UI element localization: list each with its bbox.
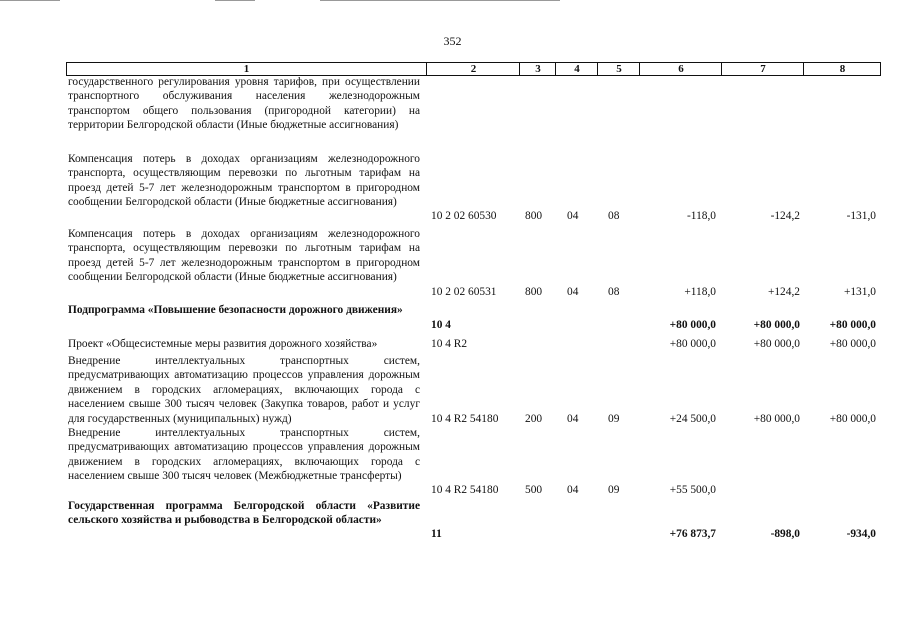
row-col7: +124,2 <box>767 286 800 298</box>
row-col4: 04 <box>567 484 579 496</box>
row-col6: +118,0 <box>684 286 716 298</box>
header-col-4: 4 <box>555 63 598 75</box>
row-col8: -131,0 <box>846 210 876 222</box>
row-col3: 800 <box>525 210 543 222</box>
row-description: Государственная программа Белгородской области «Развитие сельского хозяйства и рыбоводства в Белгородской области» <box>68 500 420 527</box>
row-col7: +80 000,0 <box>753 319 800 331</box>
row-col6: +80 000,0 <box>669 338 716 350</box>
header-col-3: 3 <box>519 63 556 75</box>
row-col4: 04 <box>567 210 579 222</box>
header-col-6: 6 <box>639 63 722 75</box>
scan-rule <box>215 0 255 1</box>
row-col5: 08 <box>608 210 620 222</box>
row-col8: -934,0 <box>846 528 876 540</box>
row-col8: +80 000,0 <box>829 413 876 425</box>
row-code: 10 2 02 60530 <box>431 210 497 222</box>
header-col-7: 7 <box>721 63 804 75</box>
row-code: 10 2 02 60531 <box>431 286 497 298</box>
row-col7: +80 000,0 <box>753 338 800 350</box>
row-description: Проект «Общесистемные меры развития дорожного хозяйства» <box>68 338 378 350</box>
row-col6: +80 000,0 <box>669 319 716 331</box>
row-col3: 200 <box>525 413 543 425</box>
row-col5: 09 <box>608 413 620 425</box>
header-col-5: 5 <box>597 63 640 75</box>
row-col7: -124,2 <box>770 210 800 222</box>
row-col4: 04 <box>567 413 579 425</box>
header-col-8: 8 <box>803 63 881 75</box>
scan-rule <box>320 0 560 1</box>
row-col4: 04 <box>567 286 579 298</box>
row-description: Подпрограмма «Повышение безопасности дорожного движения» <box>68 304 403 316</box>
row-col3: 800 <box>525 286 543 298</box>
row-code: 10 4 R2 54180 <box>431 413 499 425</box>
row-description: Внедрение интеллектуальных транспортных систем, предусматривающих автоматизацию процессов управления дорожным движением в городских агломерациях, включающих города с населением свыше 300 тысяч человек (Межбюджетные трансферты) <box>68 427 420 483</box>
scan-rule <box>0 0 60 1</box>
row-col8: +80 000,0 <box>829 338 876 350</box>
row-col5: 08 <box>608 286 620 298</box>
row-col6: -118,0 <box>687 210 716 222</box>
row-col5: 09 <box>608 484 620 496</box>
row-col6: +24 500,0 <box>669 413 716 425</box>
row-col6: +55 500,0 <box>669 484 716 496</box>
page-number: 352 <box>443 34 462 48</box>
header-col-2: 2 <box>426 63 520 75</box>
row-code: 11 <box>431 528 442 540</box>
row-description: Компенсация потерь в доходах организациям железнодорожного транспорта, осуществляющим перевозки по льготным тарифам на проезд детей 5-7 лет железнодорожным транспортом в пригородном сообщении Белгородской области (Иные бюджетные ассигнования) <box>68 228 420 284</box>
table-header <box>66 62 881 76</box>
row-col8: +131,0 <box>843 286 876 298</box>
row-col3: 500 <box>525 484 543 496</box>
row-code: 10 4 R2 54180 <box>431 484 499 496</box>
row-col6: +76 873,7 <box>669 528 716 540</box>
row-col8: +80 000,0 <box>829 319 876 331</box>
header-col-1: 1 <box>243 63 250 75</box>
row-col7: -898,0 <box>770 528 800 540</box>
row-description: Внедрение интеллектуальных транспортных систем, предусматривающих автоматизацию процессов управления дорожным движением в городских агломерациях, включающих города с населением свыше 300 тысяч человек (Закупка товаров, работ и услуг для государственных (муниципальных) нужд) <box>68 355 420 425</box>
row-description: государственного регулирования уровня тарифов, при осуществлении транспортного обслуживания населения железнодорожным транспортом общего пользования (пригородной категории) на территории Белгородской области (Иные бюджетные ассигнования) <box>68 76 420 132</box>
row-code: 10 4 R2 <box>431 338 468 350</box>
row-code: 10 4 <box>431 319 451 331</box>
row-description: Компенсация потерь в доходах организациям железнодорожного транспорта, осуществляющим перевозки по льготным тарифам на проезд детей 5-7 лет железнодорожным транспортом в пригородном сообщении Белгородской области (Иные бюджетные ассигнования) <box>68 153 420 209</box>
row-col7: +80 000,0 <box>753 413 800 425</box>
